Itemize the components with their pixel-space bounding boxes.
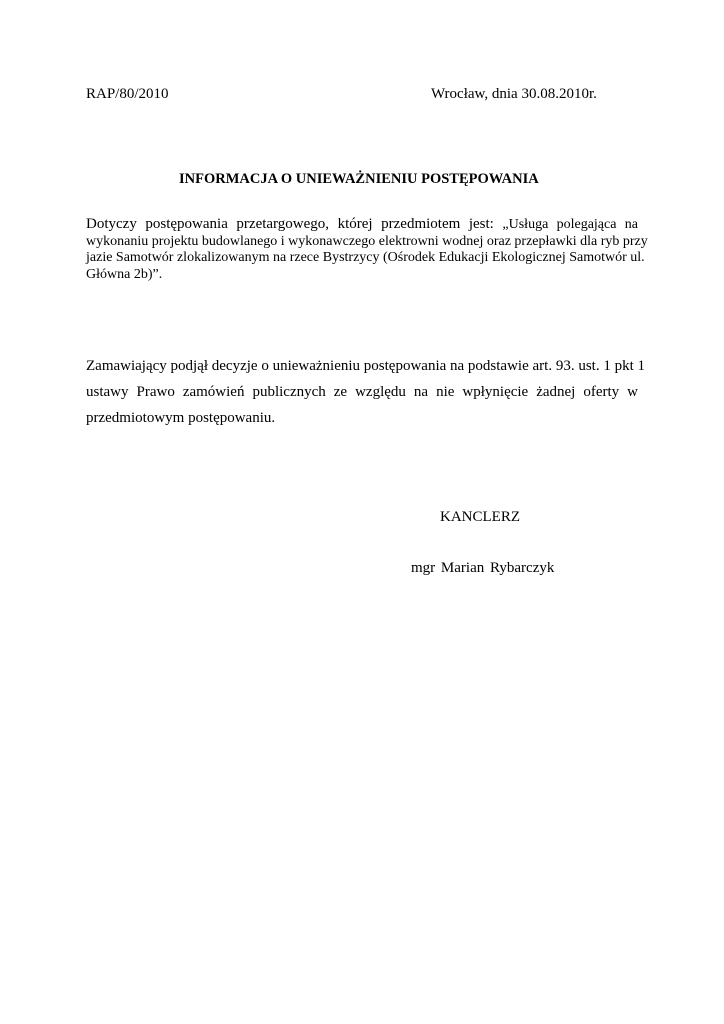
subject-line-1-rest: „Usługa polegająca na [502,217,638,232]
decision-line-2: ustawy Prawo zamówień publicznych ze względu na nie wpłynięcie żadnej oferty w [86,384,638,400]
decision-line-3: przedmiotowym postępowaniu. [86,410,276,426]
document-title: INFORMACJA O UNIEWAŻNIENIU POSTĘPOWANIA [179,171,539,187]
subject-line-4: Główna 2b)”. [86,266,163,282]
subject-lead: Dotyczy postępowania przetargowego, której przedmiotem jest: [86,216,503,232]
reference-number: RAP/80/2010 [86,86,169,102]
place-and-date: Wrocław, dnia 30.08.2010r. [431,86,597,102]
decision-paragraph [86,353,645,431]
subject-line-2: wykonaniu projektu budowlanego i wykonawczego elektrowni wodnej oraz przepławki dla ryb przy [86,233,648,249]
signer-name: mgr Marian Rybarczyk [411,560,555,576]
signer-title: KANCLERZ [440,509,520,525]
decision-line-1: Zamawiający podjął decyzje o unieważnieniu postępowania na podstawie art. 93. ust. 1 pkt 1 [86,358,645,374]
subject-paragraph [86,216,648,283]
subject-line-3: jazie Samotwór zlokalizowanym na rzece Bystrzycy (Ośrodek Edukacji Ekologicznej Samotwór ul. [86,250,645,265]
subject-line-1 [86,216,638,234]
